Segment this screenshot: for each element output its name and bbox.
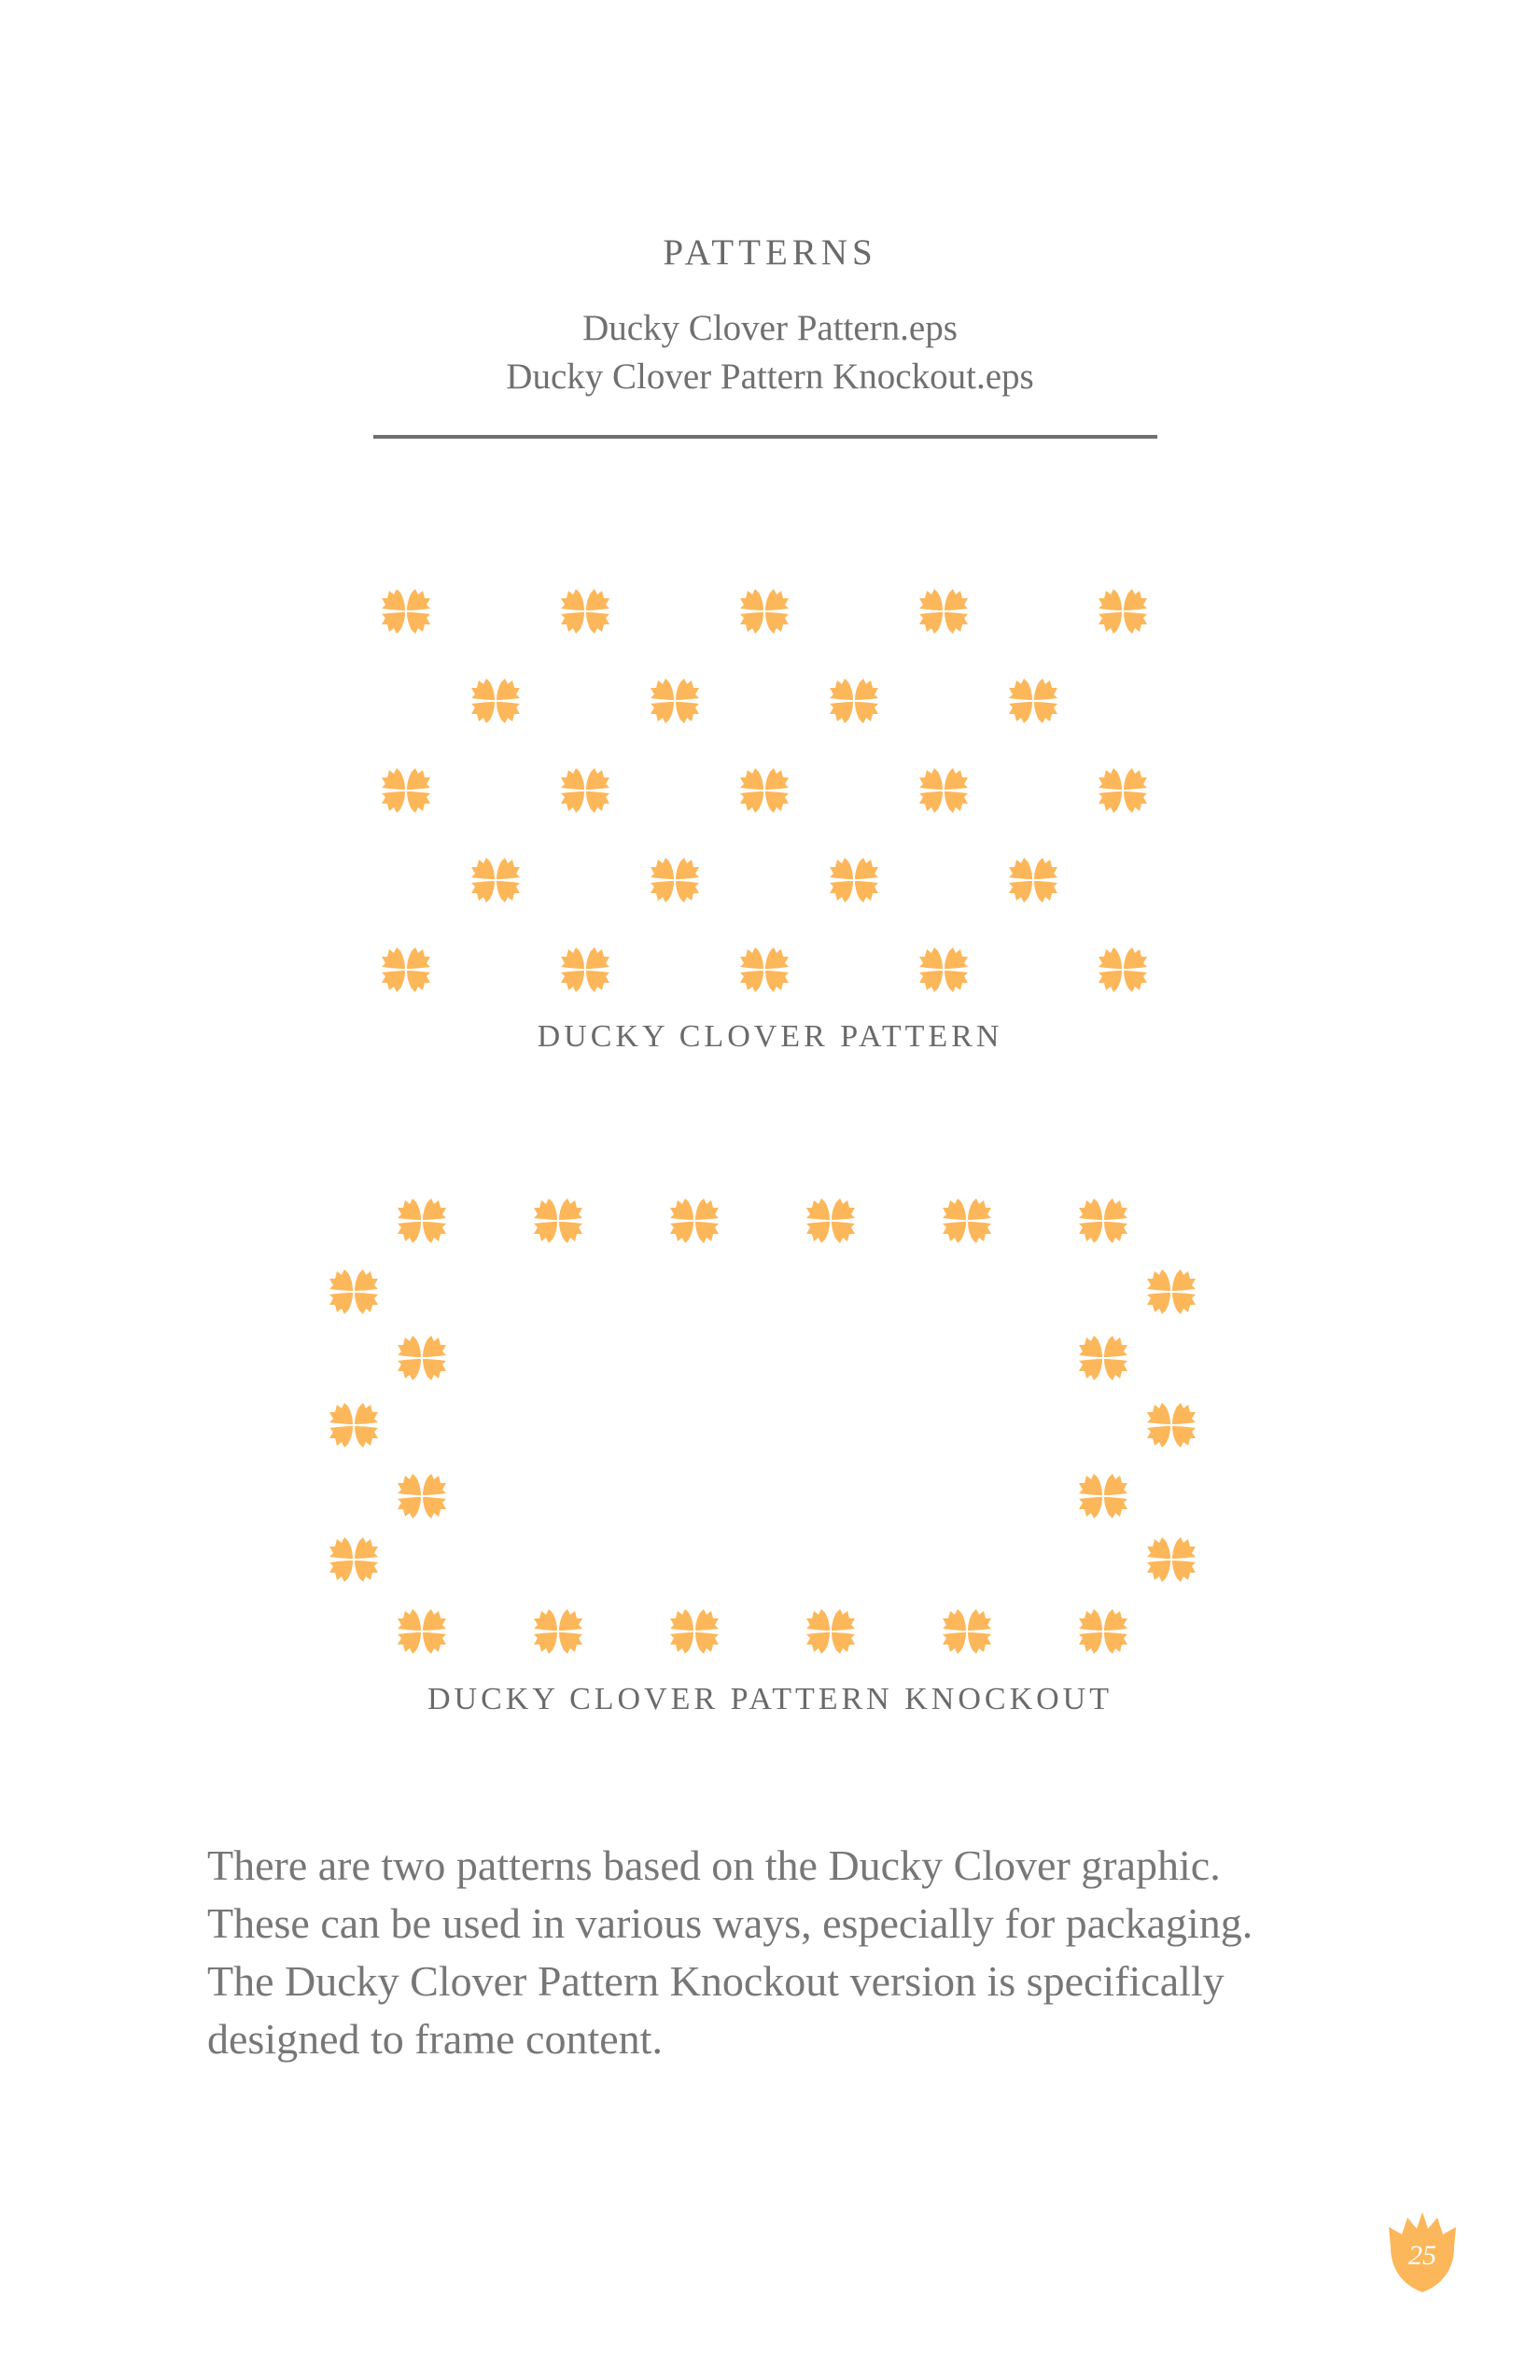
page-number: 25 [1408, 2240, 1436, 2271]
clover-icon [919, 589, 968, 634]
clover-icon [806, 1609, 855, 1654]
clover-icon [329, 1537, 378, 1582]
clover-icon [471, 858, 520, 903]
clover-icon [561, 768, 609, 813]
description-line: There are two patterns based on the Ducky Clover graphic. [207, 1841, 1221, 1889]
ducky-clover-pattern-knockout [329, 1198, 1196, 1654]
clover-icon [1009, 858, 1057, 903]
clover-icon [1147, 1269, 1196, 1314]
clover-icon [398, 1198, 446, 1243]
clover-icon [1099, 768, 1147, 813]
clover-icon [740, 589, 789, 634]
file-name-pattern-knockout: Ducky Clover Pattern Knockout.eps [506, 357, 1034, 397]
clover-icon [830, 858, 878, 903]
file-name-pattern: Ducky Clover Pattern.eps [582, 308, 958, 348]
clover-icon [651, 858, 699, 903]
clover-icon [1147, 1537, 1196, 1582]
caption-ducky-clover-pattern-knockout: DUCKY CLOVER PATTERN KNOCKOUT [427, 1682, 1113, 1716]
clover-icon [329, 1269, 378, 1314]
clover-icon [1099, 589, 1147, 634]
clover-icon [1147, 1403, 1196, 1448]
clover-icon [806, 1198, 855, 1243]
clover-icon [561, 589, 609, 634]
clover-icon [1079, 1198, 1127, 1243]
clover-icon [919, 947, 968, 992]
clover-icon [740, 947, 789, 992]
description-line: designed to frame content. [207, 2015, 663, 2063]
clover-icon [534, 1609, 582, 1654]
clover-icon [1079, 1609, 1127, 1654]
clover-icon [943, 1198, 991, 1243]
description-line: These can be used in various ways, especially for packaging. [207, 1899, 1253, 1947]
description-paragraph [207, 1837, 1355, 2068]
clover-icon [382, 768, 430, 813]
clover-icon [1079, 1474, 1127, 1519]
clover-icon [651, 679, 699, 723]
ducky-clover-pattern [382, 589, 1147, 992]
clover-icon [382, 589, 430, 634]
clover-icon [398, 1336, 446, 1380]
clover-icon [329, 1403, 378, 1448]
clover-icon [830, 679, 878, 723]
clover-icon [561, 947, 609, 992]
clover-icon [670, 1198, 719, 1243]
clover-icon [398, 1474, 446, 1519]
description-line: The Ducky Clover Pattern Knockout version is specifically [207, 1957, 1225, 2005]
clover-icon [740, 768, 789, 813]
clover-icon [670, 1609, 719, 1654]
clover-icon [471, 679, 520, 723]
clover-icon [1079, 1336, 1127, 1380]
clover-icon [1099, 947, 1147, 992]
clover-icon [534, 1198, 582, 1243]
section-title: PATTERNS [663, 232, 877, 273]
clover-icon [919, 768, 968, 813]
clover-icon [943, 1609, 991, 1654]
clover-icon [382, 947, 430, 992]
caption-ducky-clover-pattern: DUCKY CLOVER PATTERN [537, 1019, 1003, 1054]
clover-icon [398, 1609, 446, 1654]
clover-icon [1009, 679, 1057, 723]
